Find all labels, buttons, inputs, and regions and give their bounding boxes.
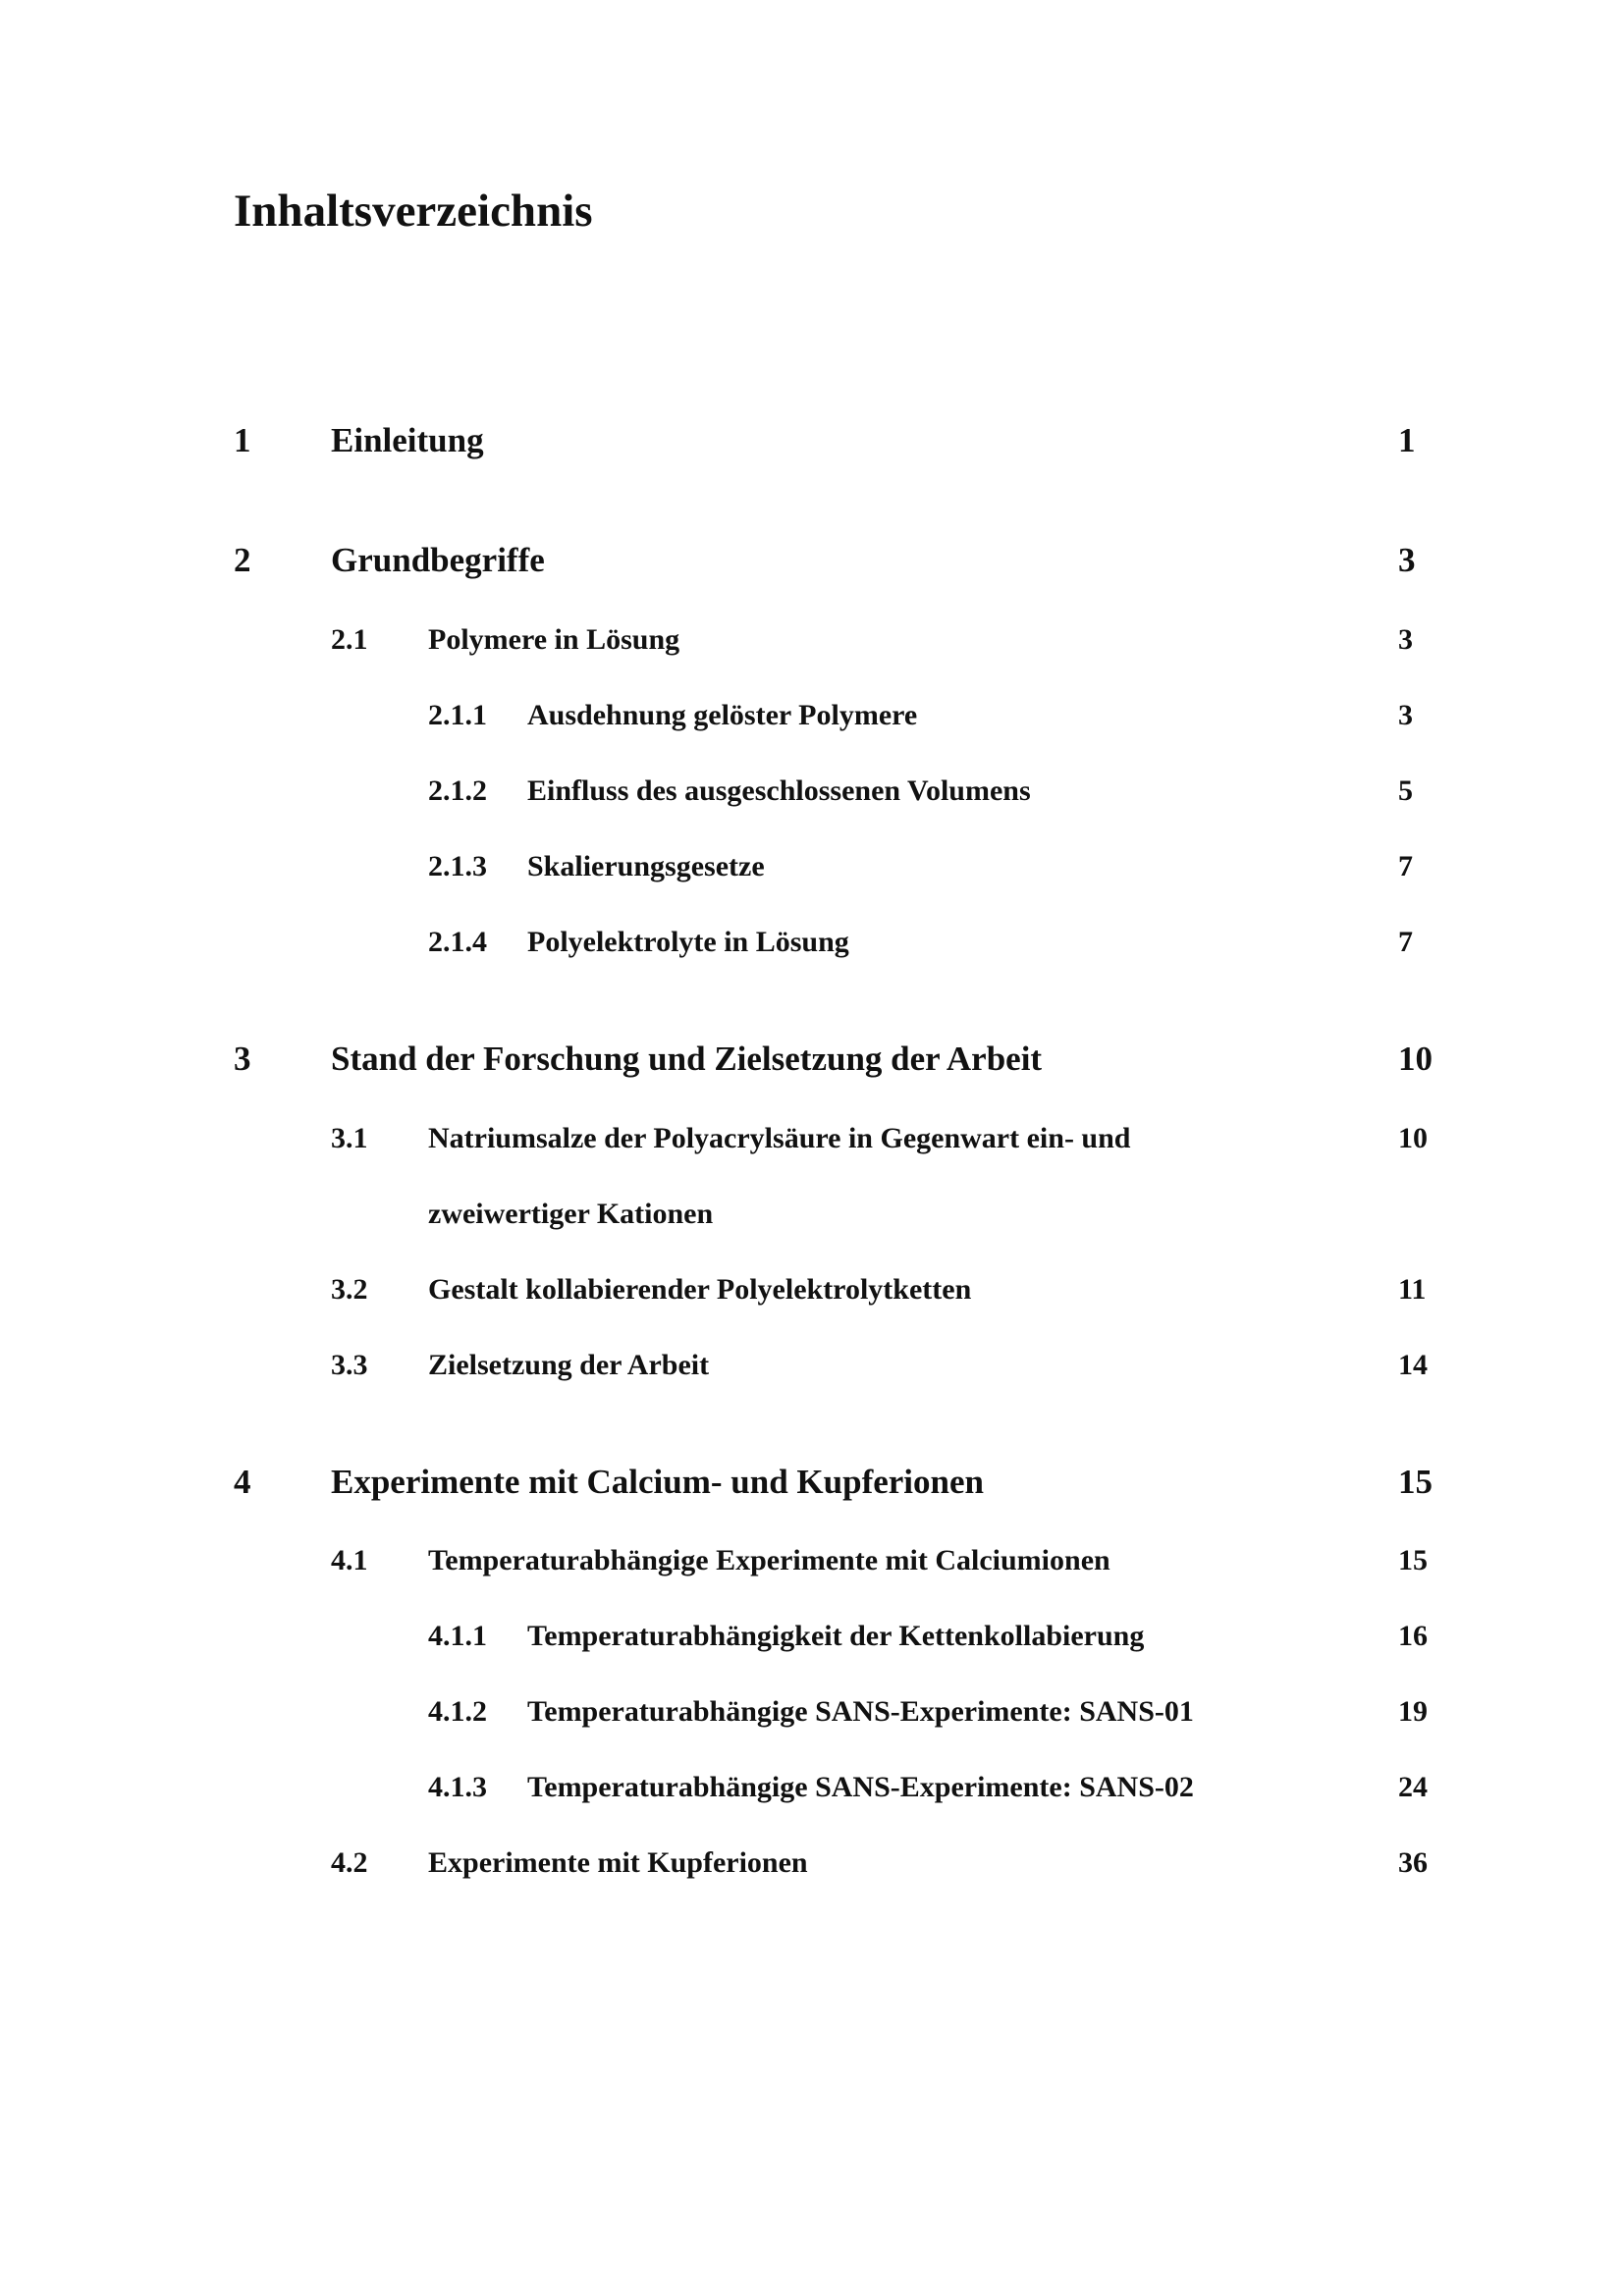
toc-entry-number: 4.2	[331, 1846, 368, 1879]
toc-entry-4[interactable]	[0, 1453, 1623, 1512]
toc-entry-number: 2.1.3	[428, 850, 487, 882]
toc-entry-number: 2	[234, 541, 251, 579]
toc-entry-4-1[interactable]	[0, 1531, 1623, 1590]
toc-entry-number: 3.1	[331, 1122, 368, 1154]
toc-entry-page: 36	[1398, 1846, 1428, 1879]
toc-entry-page: 10	[1398, 1040, 1433, 1078]
toc-entry-page: 7	[1398, 926, 1413, 958]
toc-entry-number: 4.1	[331, 1544, 368, 1576]
toc-entry-number: 3	[234, 1040, 251, 1078]
toc-entry-2[interactable]	[0, 531, 1623, 590]
toc-entry-number: 2.1	[331, 623, 368, 656]
toc-entry-4-1-2[interactable]	[0, 1682, 1623, 1741]
toc-entry-title: Polymere in Lösung	[428, 623, 680, 656]
toc-entry-number: 3.2	[331, 1273, 368, 1306]
toc-entry-title: Grundbegriffe	[331, 541, 545, 579]
toc-entry-2-1-1[interactable]	[0, 686, 1623, 745]
toc-entry-number: 3.3	[331, 1349, 368, 1381]
toc-entry-4-1-3[interactable]	[0, 1758, 1623, 1817]
toc-entry-page: 15	[1398, 1463, 1433, 1501]
toc-entry-title: Ausdehnung gelöster Polymere	[527, 699, 918, 731]
toc-entry-title: Temperaturabhängige Experimente mit Calciumionen	[428, 1544, 1110, 1576]
toc-entry-page: 15	[1398, 1544, 1428, 1576]
toc-entry-number: 4.1.3	[428, 1771, 487, 1803]
toc-entry-number: 4	[234, 1463, 251, 1501]
toc-entry-number: 2.1.4	[428, 926, 487, 958]
toc-entry-title: Natriumsalze der Polyacrylsäure in Gegenwart ein- und	[428, 1122, 1131, 1154]
toc-entry-page: 3	[1398, 623, 1413, 656]
page-title: Inhaltsverzeichnis	[234, 186, 593, 237]
toc-entry-page: 14	[1398, 1349, 1428, 1381]
toc-entry-2-1-2[interactable]	[0, 762, 1623, 821]
toc-entry-number: 4.1.1	[428, 1620, 487, 1652]
toc-entry-number: 1	[234, 421, 251, 459]
toc-entry-page: 3	[1398, 699, 1413, 731]
toc-entry-number: 2.1.2	[428, 774, 487, 807]
toc-entry-page: 10	[1398, 1122, 1428, 1154]
toc-entry-1[interactable]	[0, 411, 1623, 470]
toc-entry-title: Stand der Forschung und Zielsetzung der Arbeit	[331, 1040, 1043, 1078]
toc-entry-page: 16	[1398, 1620, 1428, 1652]
toc-entry-number: 2.1.1	[428, 699, 487, 731]
toc-entry-title: Experimente mit Calcium- und Kupferionen	[331, 1463, 984, 1501]
toc-entry-3[interactable]	[0, 1030, 1623, 1089]
toc-entry-page: 1	[1398, 421, 1416, 459]
toc-entry-number: 4.1.2	[428, 1695, 487, 1728]
toc-entry-2-1[interactable]	[0, 611, 1623, 669]
toc-entry-3-1[interactable]	[0, 1109, 1623, 1168]
toc-entry-title: Zielsetzung der Arbeit	[428, 1349, 710, 1381]
toc-entry-page: 5	[1398, 774, 1413, 807]
toc-entry-title: Einfluss des ausgeschlossenen Volumens	[527, 774, 1031, 807]
toc-entry-4-1-1[interactable]	[0, 1607, 1623, 1666]
toc-entry-title: Temperaturabhängigkeit der Kettenkollabierung	[527, 1620, 1145, 1652]
toc-entry-page: 11	[1398, 1273, 1427, 1306]
toc-entry-2-1-4[interactable]	[0, 913, 1623, 972]
toc-entry-title: Temperaturabhängige SANS-Experimente: SANS-02	[527, 1771, 1194, 1803]
toc-entry-page: 19	[1398, 1695, 1428, 1728]
toc-entry-page: 7	[1398, 850, 1413, 882]
toc-entry-title: Polyelektrolyte in Lösung	[527, 926, 849, 958]
toc-entry-title: Gestalt kollabierender Polyelektrolytketten	[428, 1273, 972, 1306]
toc-entry-2-1-3[interactable]	[0, 837, 1623, 896]
toc-entry-page: 3	[1398, 541, 1416, 579]
toc-entry-title-continuation: zweiwertiger Kationen	[428, 1198, 714, 1230]
toc-entry-page: 24	[1398, 1771, 1428, 1803]
toc-entry-title: Einleitung	[331, 421, 484, 459]
toc-entry-3-3[interactable]	[0, 1336, 1623, 1395]
toc-entry-title: Skalierungsgesetze	[527, 850, 765, 882]
toc-entry-3-2[interactable]	[0, 1260, 1623, 1319]
toc-entry-4-2[interactable]	[0, 1834, 1623, 1893]
toc-entry-title: Temperaturabhängige SANS-Experimente: SANS-01	[527, 1695, 1194, 1728]
toc-entry-title: Experimente mit Kupferionen	[428, 1846, 808, 1879]
